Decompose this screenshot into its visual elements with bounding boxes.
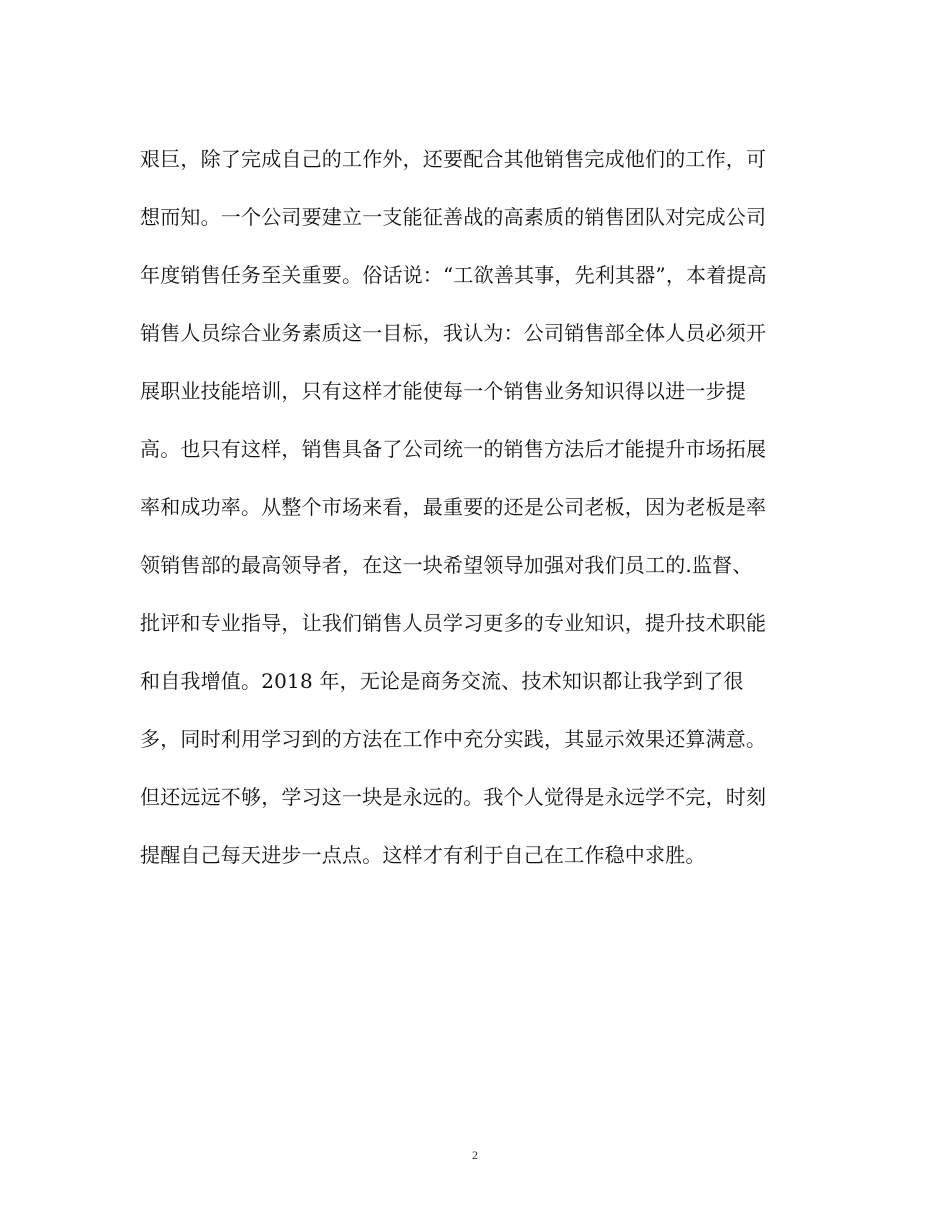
text-line-6: 高。也只有这样，销售具备了公司统一的销售方法后才能提升市场拓展 [140, 437, 767, 461]
text-line-1: 艰巨，除了完成自己的工作外，还要配合其他销售完成他们的工作，可 [140, 147, 767, 171]
body-text [140, 130, 830, 884]
text-line-5: 展职业技能培训，只有这样才能使每一个销售业务知识得以进一步提 [140, 379, 746, 403]
text-line-10: 和自我增值。2018 年，无论是商务交流、技术知识都让我学到了很 [140, 669, 744, 693]
text-line-8: 领销售部的最高领导者，在这一块希望领导加强对我们员工的.监督、 [140, 553, 753, 577]
text-line-9: 批评和专业指导，让我们销售人员学习更多的专业知识，提升技术职能 [140, 611, 767, 635]
text-line-3: 年度销售任务至关重要。俗话说：“工欲善其事，先利其器”，本着提高 [140, 263, 767, 287]
text-line-2: 想而知。一个公司要建立一支能征善战的高素质的销售团队对完成公司 [140, 205, 767, 229]
text-line-4: 销售人员综合业务素质这一目标，我认为：公司销售部全体人员必须开 [140, 321, 767, 345]
text-line-7: 率和成功率。从整个市场来看，最重要的还是公司老板，因为老板是率 [140, 495, 767, 519]
text-line-11: 多，同时利用学习到的方法在工作中充分实践，其显示效果还算满意。 [140, 727, 767, 751]
page-number: 2 [472, 1148, 478, 1162]
text-line-13: 提醒自己每天进步一点点。这样才有利于自己在工作稳中求胜。 [140, 843, 706, 867]
text-line-12: 但还远远不够，学习这一块是永远的。我个人觉得是永远学不完，时刻 [140, 785, 767, 809]
